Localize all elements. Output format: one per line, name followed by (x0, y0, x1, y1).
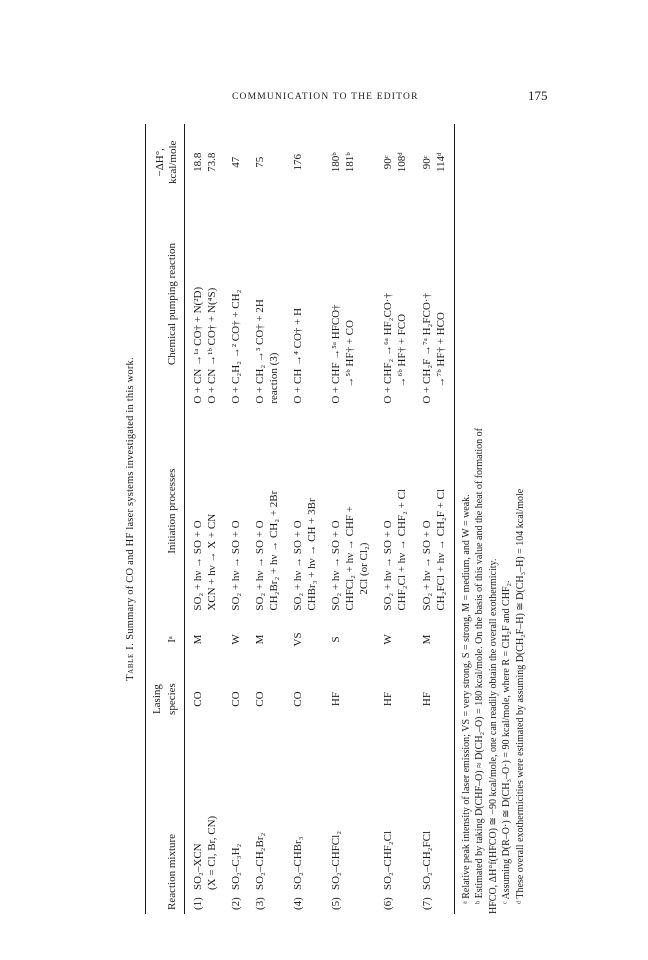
intensity-cell (343, 615, 357, 665)
enthalpy-cell (267, 124, 281, 201)
species-cell: CO (291, 691, 304, 707)
pumping-cell: →⁵ᵇ HF† + CO (344, 320, 357, 388)
species-cell (434, 664, 455, 734)
species-cell: HF (382, 692, 395, 707)
laser-summary-table (145, 124, 454, 914)
species-cell (305, 664, 319, 734)
col-header-initiation: Initiation processes (165, 468, 178, 554)
table-row (219, 124, 243, 914)
initiation-cell: CHFCl₂ + hν → CHF + (344, 506, 357, 611)
species-cell: HF (420, 692, 433, 707)
mixture-text: SO₂–CHF₂Cl (382, 830, 395, 890)
row-number: (4) (291, 897, 304, 910)
intensity-cell: M (253, 634, 266, 645)
initiation-cell: CH₂FCl + hν → CH₂F + Cl (434, 489, 447, 611)
mixture-text: SO₂–CHBr₃ (291, 836, 304, 890)
table-caption (124, 124, 137, 914)
species-cell (357, 664, 371, 734)
species-cell: CO (253, 691, 266, 707)
intensity-cell (434, 615, 455, 665)
table-row (205, 124, 219, 914)
pumping-cell: O + CN →¹ᵇ CO† + N(⁴S) (205, 287, 218, 404)
table-row (343, 124, 357, 914)
enthalpy-cell: 73.8 (205, 152, 218, 172)
col-header-enthalpy-line1: −ΔH°, (154, 148, 167, 177)
initiation-cell: SO₂ + hν → SO + O (420, 520, 433, 611)
enthalpy-cell (357, 124, 371, 201)
caption-label: Table I. (125, 642, 136, 681)
intensity-cell: W (229, 634, 242, 645)
table-row (305, 124, 319, 914)
footnote-b-continued: HFCO, ΔH°f(HFCO) ≅ −90 kcal/mole, one can readily obtain the overall exothermicity. (487, 558, 499, 914)
pumping-cell: →⁷ᵇ HF† + HCO (434, 312, 447, 388)
enthalpy-cell: 176 (291, 154, 304, 171)
mixture-text: SO₂–CHFCl₂ (330, 830, 343, 890)
table-header-row (146, 124, 184, 914)
initiation-cell: CHF₂Cl + hν → CHF₂ + Cl (396, 489, 409, 611)
footnote-c: ᶜ Assuming D(R–O·) ≅ D(CH₃–O·) = 90 kcal/mole, where R = CH₂F and CHF₂. (501, 580, 513, 904)
mixture-cell (219, 734, 243, 914)
initiation-cell: CHBr₃ + hν → CH + 3Br (306, 498, 319, 611)
footnote-d: ᵈ These overall exothermicities were estimated by assuming D(CH₂F–H) ≅ D(CH₃–H) = 104 kcal/mole (514, 488, 526, 904)
pumping-cell: O + CHF₂ →⁶ᵃ HF₂CO·† (382, 293, 395, 404)
intensity-cell (395, 615, 409, 665)
row-number: (3) (253, 897, 266, 910)
table-row (281, 124, 305, 914)
initiation-cell: SO₂ + hν → SO + O (229, 520, 242, 611)
intensity-cell (305, 615, 319, 665)
pumping-cell (357, 201, 371, 408)
table-footnotes (460, 124, 528, 914)
mixture-text: SO₂–CH₂FCl (420, 830, 433, 890)
row-number: (6) (382, 897, 395, 910)
mixture-cell (267, 734, 281, 914)
enthalpy-cell: 108ᵈ (396, 152, 409, 173)
table-row (410, 124, 434, 914)
enthalpy-cell: 114ᵈ (434, 152, 447, 173)
species-cell (395, 664, 409, 734)
pumping-cell: O + CN →¹ᵃ CO† + N(²D) (191, 286, 204, 404)
pumping-cell: →⁶ᵇ HF† + FCO (396, 313, 409, 388)
mixture-cell (410, 734, 434, 914)
pumping-cell (305, 201, 319, 408)
col-header-species-line1: Lasing (151, 684, 164, 715)
mixture-text: SO₂–XCN (191, 843, 204, 890)
row-number: (2) (229, 897, 242, 910)
pumping-cell: O + CH →⁴ CO† + H (291, 307, 304, 404)
initiation-cell: SO₂ + hν → SO + O (291, 520, 304, 611)
table-row (243, 124, 267, 914)
footnote-b: ᵇ Estimated by taking D(CHF–O) ≈ D(CH₂–O) = 180 kcal/mole. On the basis of this value and the heat of formation of (474, 428, 486, 904)
species-cell: HF (330, 692, 343, 707)
enthalpy-cell: 18.8 (191, 152, 204, 172)
initiation-cell: SO₂ + hν → SO + O (253, 520, 266, 611)
species-cell (267, 664, 281, 734)
mixture-cell (434, 734, 455, 914)
intensity-cell (267, 615, 281, 665)
pumping-cell: O + CH₂F →⁷ᵃ H₂FCO·† (420, 293, 433, 404)
mixture-cell: (X = Cl, Br, CN) (205, 815, 218, 890)
enthalpy-cell: 90ᶜ (382, 155, 395, 170)
initiation-cell: XCN + hν → X + CN (205, 513, 218, 611)
intensity-cell: W (382, 634, 395, 645)
footnote-a: ᵃ Relative peak intensity of laser emission; VS = very strong, S = strong, M = medium, and W = weak. (460, 494, 472, 904)
enthalpy-cell (305, 124, 319, 201)
mixture-text: SO₂–C₃H₂ (229, 843, 242, 890)
rotated-table-block (124, 124, 524, 914)
intensity-cell: VS (291, 632, 304, 647)
row-number: (7) (420, 897, 433, 910)
col-header-pumping: Chemical pumping reaction (165, 242, 178, 366)
col-header-mixture: Reaction mixture (165, 833, 178, 910)
table-row (434, 124, 455, 914)
table-row (395, 124, 409, 914)
intensity-cell: S (330, 636, 343, 643)
col-header-species (146, 664, 184, 734)
enthalpy-cell: 180ᵇ (330, 152, 343, 173)
mixture-cell (184, 734, 205, 914)
pumping-cell: O + C₂H₂ →² CO† + CH₂ (229, 289, 242, 404)
intensity-cell: M (420, 634, 433, 645)
mixture-text: SO₂–CH₂Br₂ (253, 832, 266, 890)
intensity-cell (357, 615, 371, 665)
enthalpy-cell: 75 (253, 156, 266, 168)
pumping-cell: O + CHF →⁵ᵃ HFCO† (330, 304, 343, 404)
table-row (319, 124, 343, 914)
species-cell: CO (191, 691, 204, 707)
initiation-cell: SO₂ + hν → SO + O (191, 520, 204, 611)
intensity-cell: M (191, 634, 204, 645)
row-number: (5) (330, 897, 343, 910)
col-header-intensity: Iᵃ (165, 636, 178, 643)
pumping-cell: reaction (3) (267, 352, 280, 404)
species-cell (205, 664, 219, 734)
enthalpy-cell: 90ᶜ (420, 155, 433, 170)
page-number: 175 (528, 88, 548, 103)
running-head: COMMUNICATION TO THE EDITOR (232, 92, 419, 102)
initiation-cell: SO₂ + hν → SO + O (330, 520, 343, 611)
mixture-cell (395, 734, 409, 914)
pumping-cell: O + CH₂ →³ CO† + 2H (253, 299, 266, 404)
species-cell (343, 664, 357, 734)
mixture-cell (343, 734, 357, 914)
species-cell: CO (229, 691, 242, 707)
table-row (357, 124, 371, 914)
initiation-cell: 2Cl (or Cl₂) (358, 542, 371, 595)
col-header-species-line2: species (165, 683, 178, 715)
initiation-cell: SO₂ + hν → SO + O (382, 520, 395, 611)
col-header-enthalpy-line2: kcal/mole (166, 140, 179, 184)
table-row (184, 124, 205, 914)
mixture-cell (371, 734, 395, 914)
enthalpy-cell: 181ᵇ (344, 152, 357, 173)
mixture-cell (319, 734, 343, 914)
caption-text: Summary of CO and HF laser systems investigated in this work. (125, 357, 136, 640)
table-row (371, 124, 395, 914)
mixture-cell (305, 734, 319, 914)
mixture-cell (357, 734, 371, 914)
table-row (267, 124, 281, 914)
initiation-cell: CH₂Br₂ + hν → CH₂ + 2Br (267, 490, 280, 611)
intensity-cell (205, 615, 219, 665)
mixture-cell (281, 734, 305, 914)
enthalpy-cell: 47 (229, 156, 242, 168)
row-number: (1) (191, 897, 204, 910)
mixture-cell (243, 734, 267, 914)
col-header-enthalpy (146, 124, 184, 201)
